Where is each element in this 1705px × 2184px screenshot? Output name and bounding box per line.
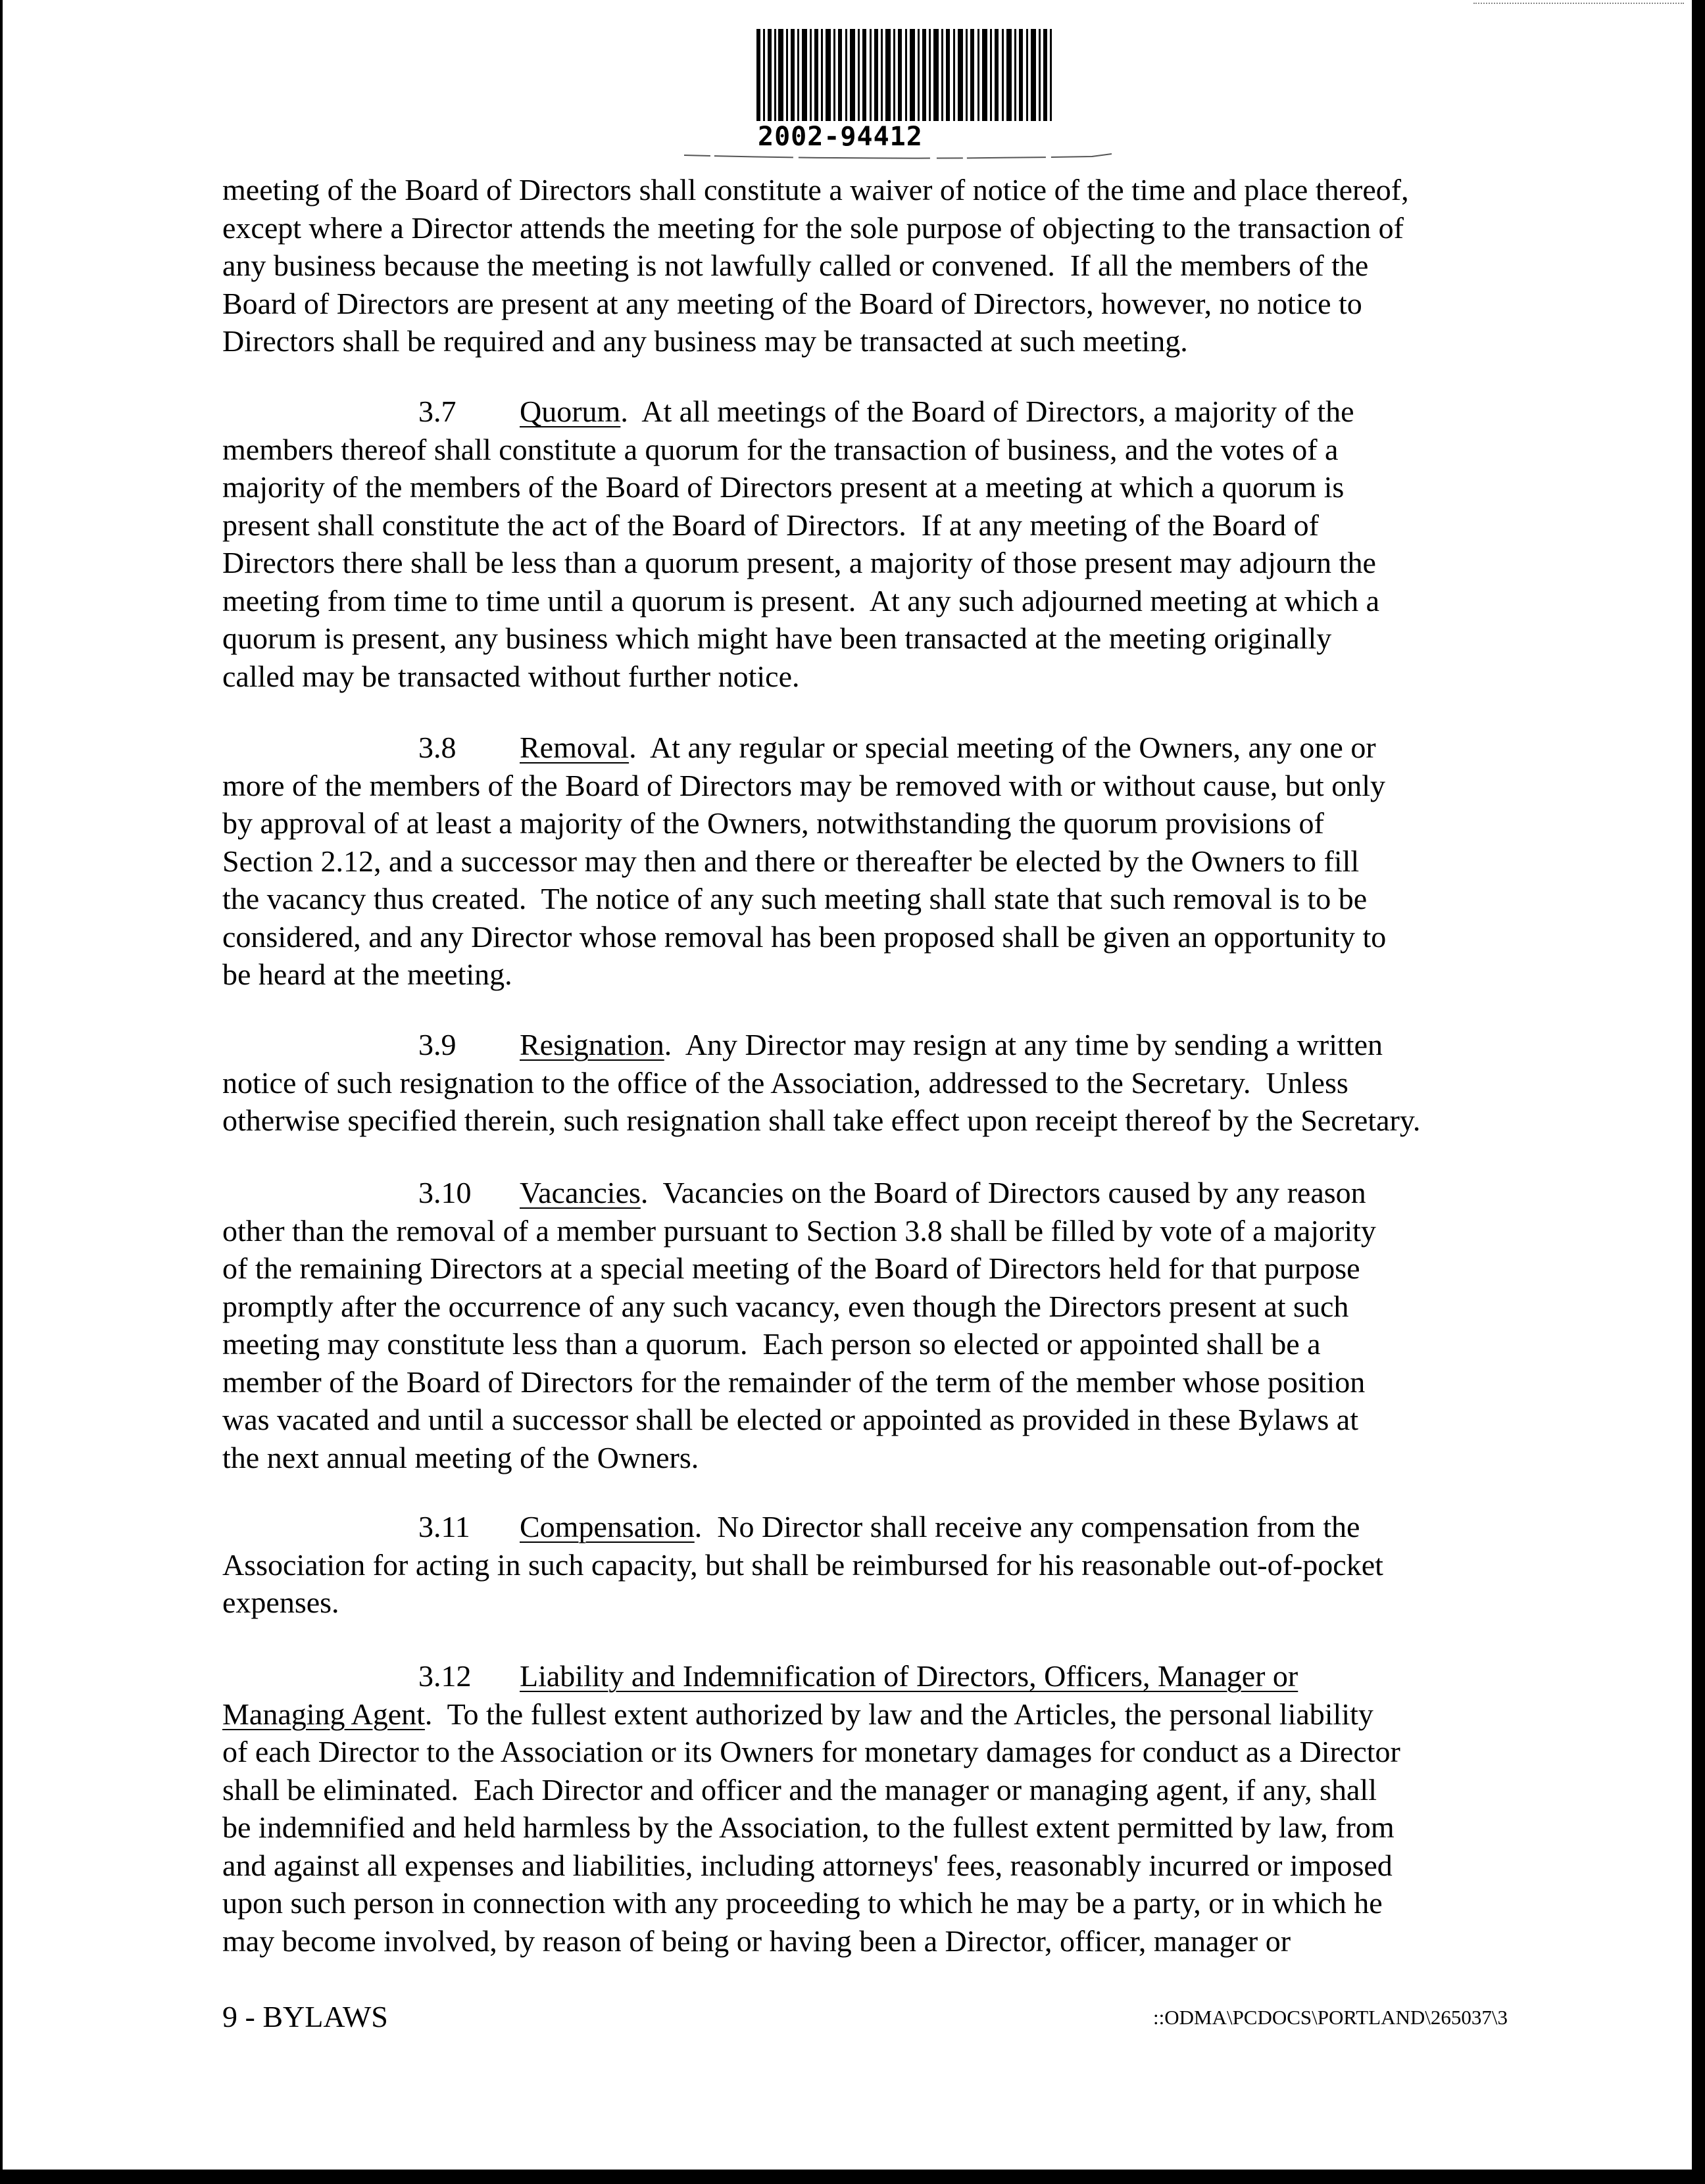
scan-border-right xyxy=(1692,0,1705,2184)
text-line: promptly after the occurrence of any such vacancy, even though the Directors present at such xyxy=(222,1289,1349,1323)
section-3-10-vacancies xyxy=(222,1174,1376,1476)
text-line: considered, and any Director whose removal has been proposed shall be given an opportunity to xyxy=(222,919,1387,954)
section-number: 3.9 xyxy=(418,1028,457,1061)
section-number: 3.11 xyxy=(418,1510,470,1543)
text-line: quorum is present, any business which might have been transacted at the meeting originally xyxy=(222,621,1332,655)
text-line: present shall constitute the act of the Board of Directors. If at any meeting of the Board of xyxy=(222,508,1319,542)
text-line: member of the Board of Directors for the remainder of the term of the member whose position xyxy=(222,1365,1366,1399)
text-line: the next annual meeting of the Owners. xyxy=(222,1440,699,1474)
text-line: notice of such resignation to the office of the Association, addressed to the Secretary. Unless xyxy=(222,1065,1348,1100)
text-line: of each Director to the Association or its Owners for monetary damages for conduct as a Director xyxy=(222,1735,1400,1768)
section-first-line: . Any Director may resign at any time by sending a written xyxy=(664,1028,1383,1061)
section-heading: Quorum xyxy=(520,395,621,428)
text-line: Board of Directors are present at any meeting of the Board of Directors, however, no notice to xyxy=(222,286,1362,320)
section-heading: Compensation xyxy=(520,1510,695,1543)
section-3-8-removal xyxy=(222,729,1386,994)
text-line: be heard at the meeting. xyxy=(222,958,512,991)
section-heading: Vacancies xyxy=(520,1176,641,1209)
text-line: meeting of the Board of Directors shall constitute a waiver of notice of the time and place thereof, xyxy=(222,173,1409,206)
text-line: except where a Director attends the meeting for the sole purpose of objecting to the transaction of xyxy=(222,210,1404,245)
text-line: meeting from time to time until a quorum is present. At any such adjourned meeting at which a xyxy=(222,583,1380,618)
section-heading-continued: Managing Agent xyxy=(222,1697,425,1731)
text-line: called may be transacted without further notice. xyxy=(222,659,800,693)
text-line: by approval of at least a majority of the Owners, notwithstanding the quorum provisions of xyxy=(222,806,1324,840)
text-line: any business because the meeting is not lawfully called or convened. If all the members of the xyxy=(222,249,1369,282)
scan-artifact-dots xyxy=(1473,3,1684,5)
scan-border-left xyxy=(0,0,3,2184)
section-number: 3.8 xyxy=(418,731,457,764)
section-3-11-compensation xyxy=(222,1508,1383,1622)
section-heading: Liability and Indemnification of Directors, Officers, Manager or xyxy=(520,1659,1298,1693)
scan-border-bottom xyxy=(0,2170,1705,2184)
text-line: Association for acting in such capacity, but shall be reimbursed for his reasonable out-of-pocket xyxy=(222,1547,1383,1582)
text-line: was vacated and until a successor shall be elected or appointed as provided in these Bylaws at xyxy=(222,1403,1358,1436)
text-line: meeting may constitute less than a quorum. Each person so elected or appointed shall be a xyxy=(222,1327,1321,1361)
footer-page-label: 9 - BYLAWS xyxy=(222,2000,388,2033)
text-line: members thereof shall constitute a quorum for the transaction of business, and the votes of a xyxy=(222,432,1339,466)
section-heading: Removal xyxy=(520,731,630,764)
section-second-line: . To the fullest extent authorized by law and the Articles, the personal liability xyxy=(424,1697,1373,1731)
text-line: and against all expenses and liabilities, including attorneys' fees, reasonably incurred or imposed xyxy=(222,1848,1393,1882)
text-line: be indemnified and held harmless by the Association, to the fullest extent permitted by law, from xyxy=(222,1810,1395,1844)
text-line: of the remaining Directors at a special meeting of the Board of Directors held for that purpose xyxy=(222,1251,1360,1285)
text-line: the vacancy thus created. The notice of any such meeting shall state that such removal is to be xyxy=(222,882,1368,915)
section-first-line: . At any regular or special meeting of the Owners, any one or xyxy=(629,731,1376,764)
text-line: expenses. xyxy=(222,1586,339,1619)
section-number: 3.12 xyxy=(418,1659,472,1693)
text-line: more of the members of the Board of Directors may be removed with or without cause, but only xyxy=(222,768,1385,802)
text-line: upon such person in connection with any proceeding to which he may be a party, or in which he xyxy=(222,1886,1383,1920)
intro-paragraph xyxy=(222,171,1409,360)
text-line: shall be eliminated. Each Director and officer and the manager or managing agent, if any, shall xyxy=(222,1772,1377,1807)
footer-doc-path: ::ODMA\PCDOCS\PORTLAND\265037\3 xyxy=(1153,2006,1508,2029)
section-3-9-resignation xyxy=(222,1026,1420,1140)
barcode xyxy=(756,26,1059,158)
text-line: Section 2.12, and a successor may then and there or thereafter be elected by the Owners to fill xyxy=(222,844,1360,878)
section-3-7-quorum xyxy=(222,393,1379,695)
section-number: 3.10 xyxy=(418,1176,472,1209)
barcode-bars xyxy=(756,26,1059,125)
section-heading: Resignation xyxy=(520,1028,664,1061)
text-line: otherwise specified therein, such resignation shall take effect upon receipt thereof by the Secretary. xyxy=(222,1104,1421,1137)
section-first-line: . Vacancies on the Board of Directors caused by any reason xyxy=(640,1176,1366,1209)
barcode-number: 2002-94412 xyxy=(758,122,923,152)
text-line: Directors shall be required and any business may be transacted at such meeting. xyxy=(222,324,1188,358)
section-first-line: . No Director shall receive any compensation from the xyxy=(694,1510,1360,1543)
text-line: majority of the members of the Board of Directors present at a meeting at which a quorum is xyxy=(222,470,1345,504)
section-3-12-liability xyxy=(222,1657,1400,1960)
text-line: may become involved, by reason of being or having been a Director, officer, manager or xyxy=(222,1924,1291,1958)
section-number: 3.7 xyxy=(418,395,457,428)
text-line: other than the removal of a member pursuant to Section 3.8 shall be filled by vote of a majority xyxy=(222,1213,1376,1248)
section-first-line: . At all meetings of the Board of Directors, a majority of the xyxy=(620,395,1354,428)
text-line: Directors there shall be less than a quorum present, a majority of those present may adjourn the xyxy=(222,546,1376,579)
barcode-underline xyxy=(684,153,1112,160)
